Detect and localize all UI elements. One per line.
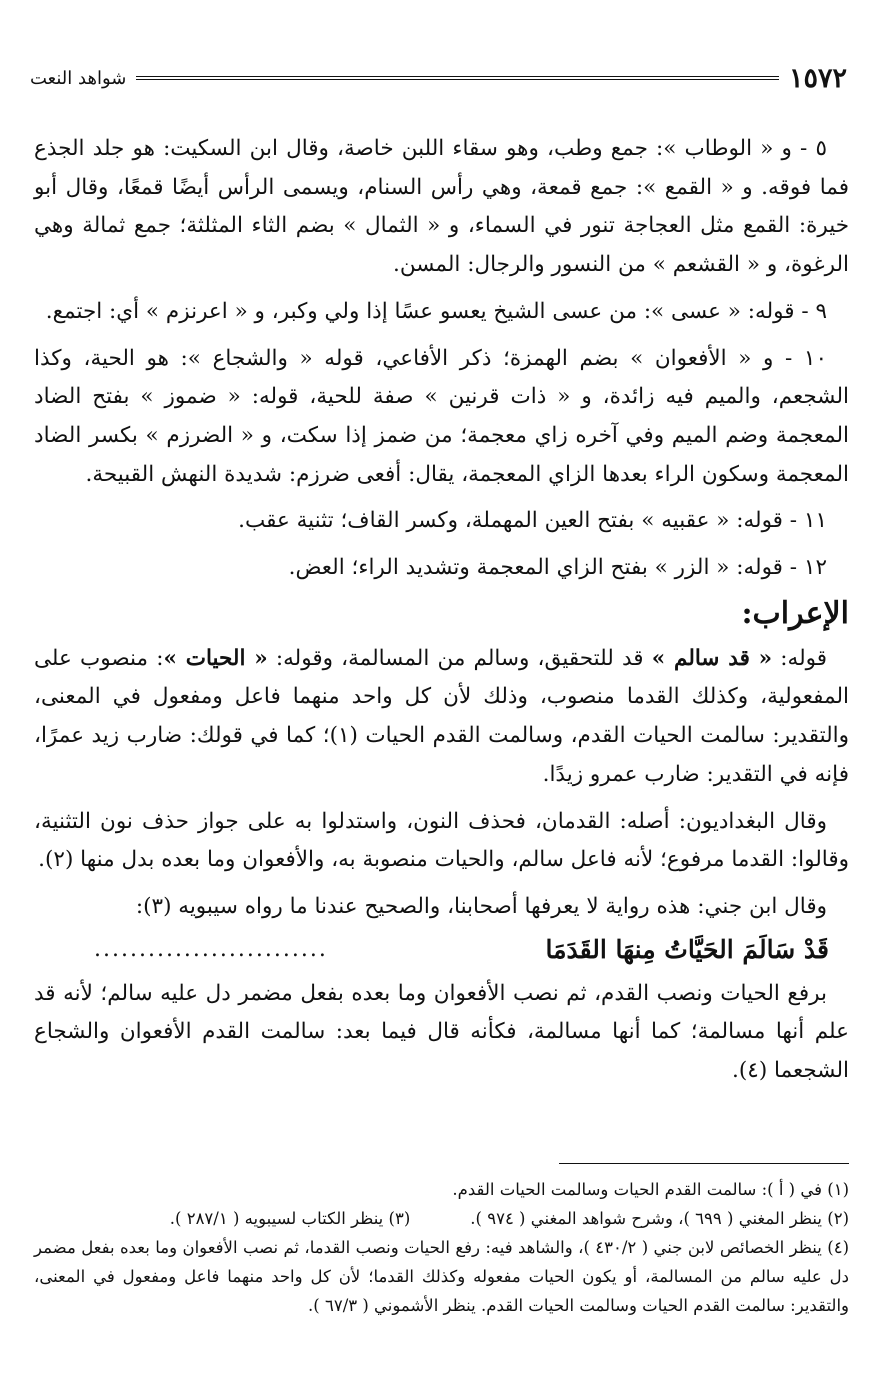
footnote-row-2-3 [34, 1204, 849, 1233]
running-title: شواهد النعت [30, 67, 127, 89]
paragraph-note-11: ١١ - قوله: « عقبيه » بفتح العين المهملة، وكسر القاف؛ تثنية عقب. [238, 508, 827, 534]
paragraph-note-9: ٩ - قوله: « عسى »: من عسى الشيخ يعسو عسًا إذا ولي وكبر، و « اعرنزم » أي: اجتمع. [45, 298, 827, 324]
parsing-lead: قوله: [772, 645, 828, 671]
main-text [34, 130, 849, 1091]
footnote-4: (٤) ينظر الخصائص لابن جني ( ٤٣٠/٢ )، والشاهد فيه: رفع الحيات ونصب القدما، ثم نصب الأفعوان وما بعده بفعل مضمر دل عليه سالم من المسالمة، أو يكون الحيات مفعوله وكذلك القدما؛ لأن كل واحد منهما فاعل ومفعول في المعنى، والتقدير: سالمت القدم الحيات وسالمت الحيات القدم. ينظر الأشموني ( ٦٧/٣ ). [34, 1238, 849, 1315]
footnote-1: (١) في ( أ ): سالمت القدم الحيات وسالمت الحيات القدم. [452, 1180, 849, 1199]
keyword-alhayyat: « الحيات » [163, 645, 268, 671]
footnotes [34, 1175, 849, 1320]
verse-dots: .......................... [94, 937, 328, 963]
paragraph-note-5: ٥ - و « الوطاب »: جمع وطب، وهو سقاء اللبن خاصة، وقال ابن السكيت: هو جلد الجذع فما فوقه. و « القمع »: جمع قمعة، وهي رأس السنام، ويسمى الرأس أيضًا قمعًا، وقال أبو خيرة: القمع مثل العجاجة تنور في السماء، و « الثمال » بضم الثاء المثلثة؛ جمع ثمالة وهي الرغوة، و « القشعم » من النسور والرجال: المسن. [34, 136, 849, 278]
paragraph-conclusion: برفع الحيات ونصب القدم، ثم نصب الأفعوان وما بعده بفعل مضمر دل عليه سالم؛ لأنه قد علم أنها مسالمة؛ كما أنها مسالمة، فكأنه قال فيما بعد: سالمت القدم الأفعوان والشجاع الشجعما (٤). [34, 980, 849, 1084]
paragraph-note-10: ١٠ - و « الأفعوان » بضم الهمزة؛ ذكر الأفاعي، قوله « والشجاع »: هو الحية، وكذا الشجعم، والميم فيه زائدة، و « ذات قرنين » صفة للحية، قوله: « ضموز » بفتح الضاد المعجمة وضم الميم وفي آخره زاي معجمة؛ من ضمز إذا سكت، و « الضرزم » بكسر الضاد المعجمة وسكون الراء بعدها الزاي المعجمة، يقال: أفعى ضرزم: شديدة النهش القبيحة. [34, 345, 849, 487]
header-rule [136, 76, 779, 80]
paragraph-baghdadis: وقال البغداديون: أصله: القدمان، فحذف النون، واستدلوا به على جواز حذف نون التثنية، وقالوا: القدما مرفوع؛ لأنه فاعل سالم، والحيات منصوبة به، والأفعوان وما بعده بدل منها (٢). [34, 808, 849, 873]
paragraph-ibn-jinni: وقال ابن جني: هذه رواية لا يعرفها أصحابنا، والصحيح عندنا ما رواه سيبويه (٣): [135, 893, 827, 919]
footnote-2: (٢) ينظر المغني ( ٦٩٩ )، وشرح شواهد المغني ( ٩٧٤ ). [470, 1209, 849, 1228]
page-number: ١٥٧٢ [788, 62, 847, 94]
verse-text: قَدْ سَالَمَ الحَيَّاتُ مِنهَا القَدَمَا [545, 935, 829, 965]
section-title: الإعراب: [741, 595, 849, 631]
parsing-rest: : منصوب على المفعولية، وكذلك القدما منصوب، وذلك لأن كل واحد منهما فاعل ومفعول في المعنى، والتقدير: سالمت الحيات القدم، وسالمت القدم الحيات (١)؛ كما في قولك: ضارب زيد عمرًا، فإنه في التقدير: ضارب عمرو زيدًا. [34, 645, 849, 787]
parsing-mid: قد للتحقيق، وسالم من المسالمة، وقوله: [267, 645, 652, 671]
page-header [30, 60, 847, 96]
footnote-separator [559, 1163, 849, 1164]
keyword-qad-salam: « قد سالم » [651, 645, 773, 671]
paragraph-parsing [34, 640, 849, 795]
paragraph-note-12: ١٢ - قوله: « الزر » بفتح الزاي المعجمة وتشديد الراء؛ العض. [288, 555, 827, 581]
footnote-3: (٣) ينظر الكتاب لسيبويه ( ٢٨٧/١ ). [169, 1209, 411, 1228]
verse-line [34, 927, 849, 975]
